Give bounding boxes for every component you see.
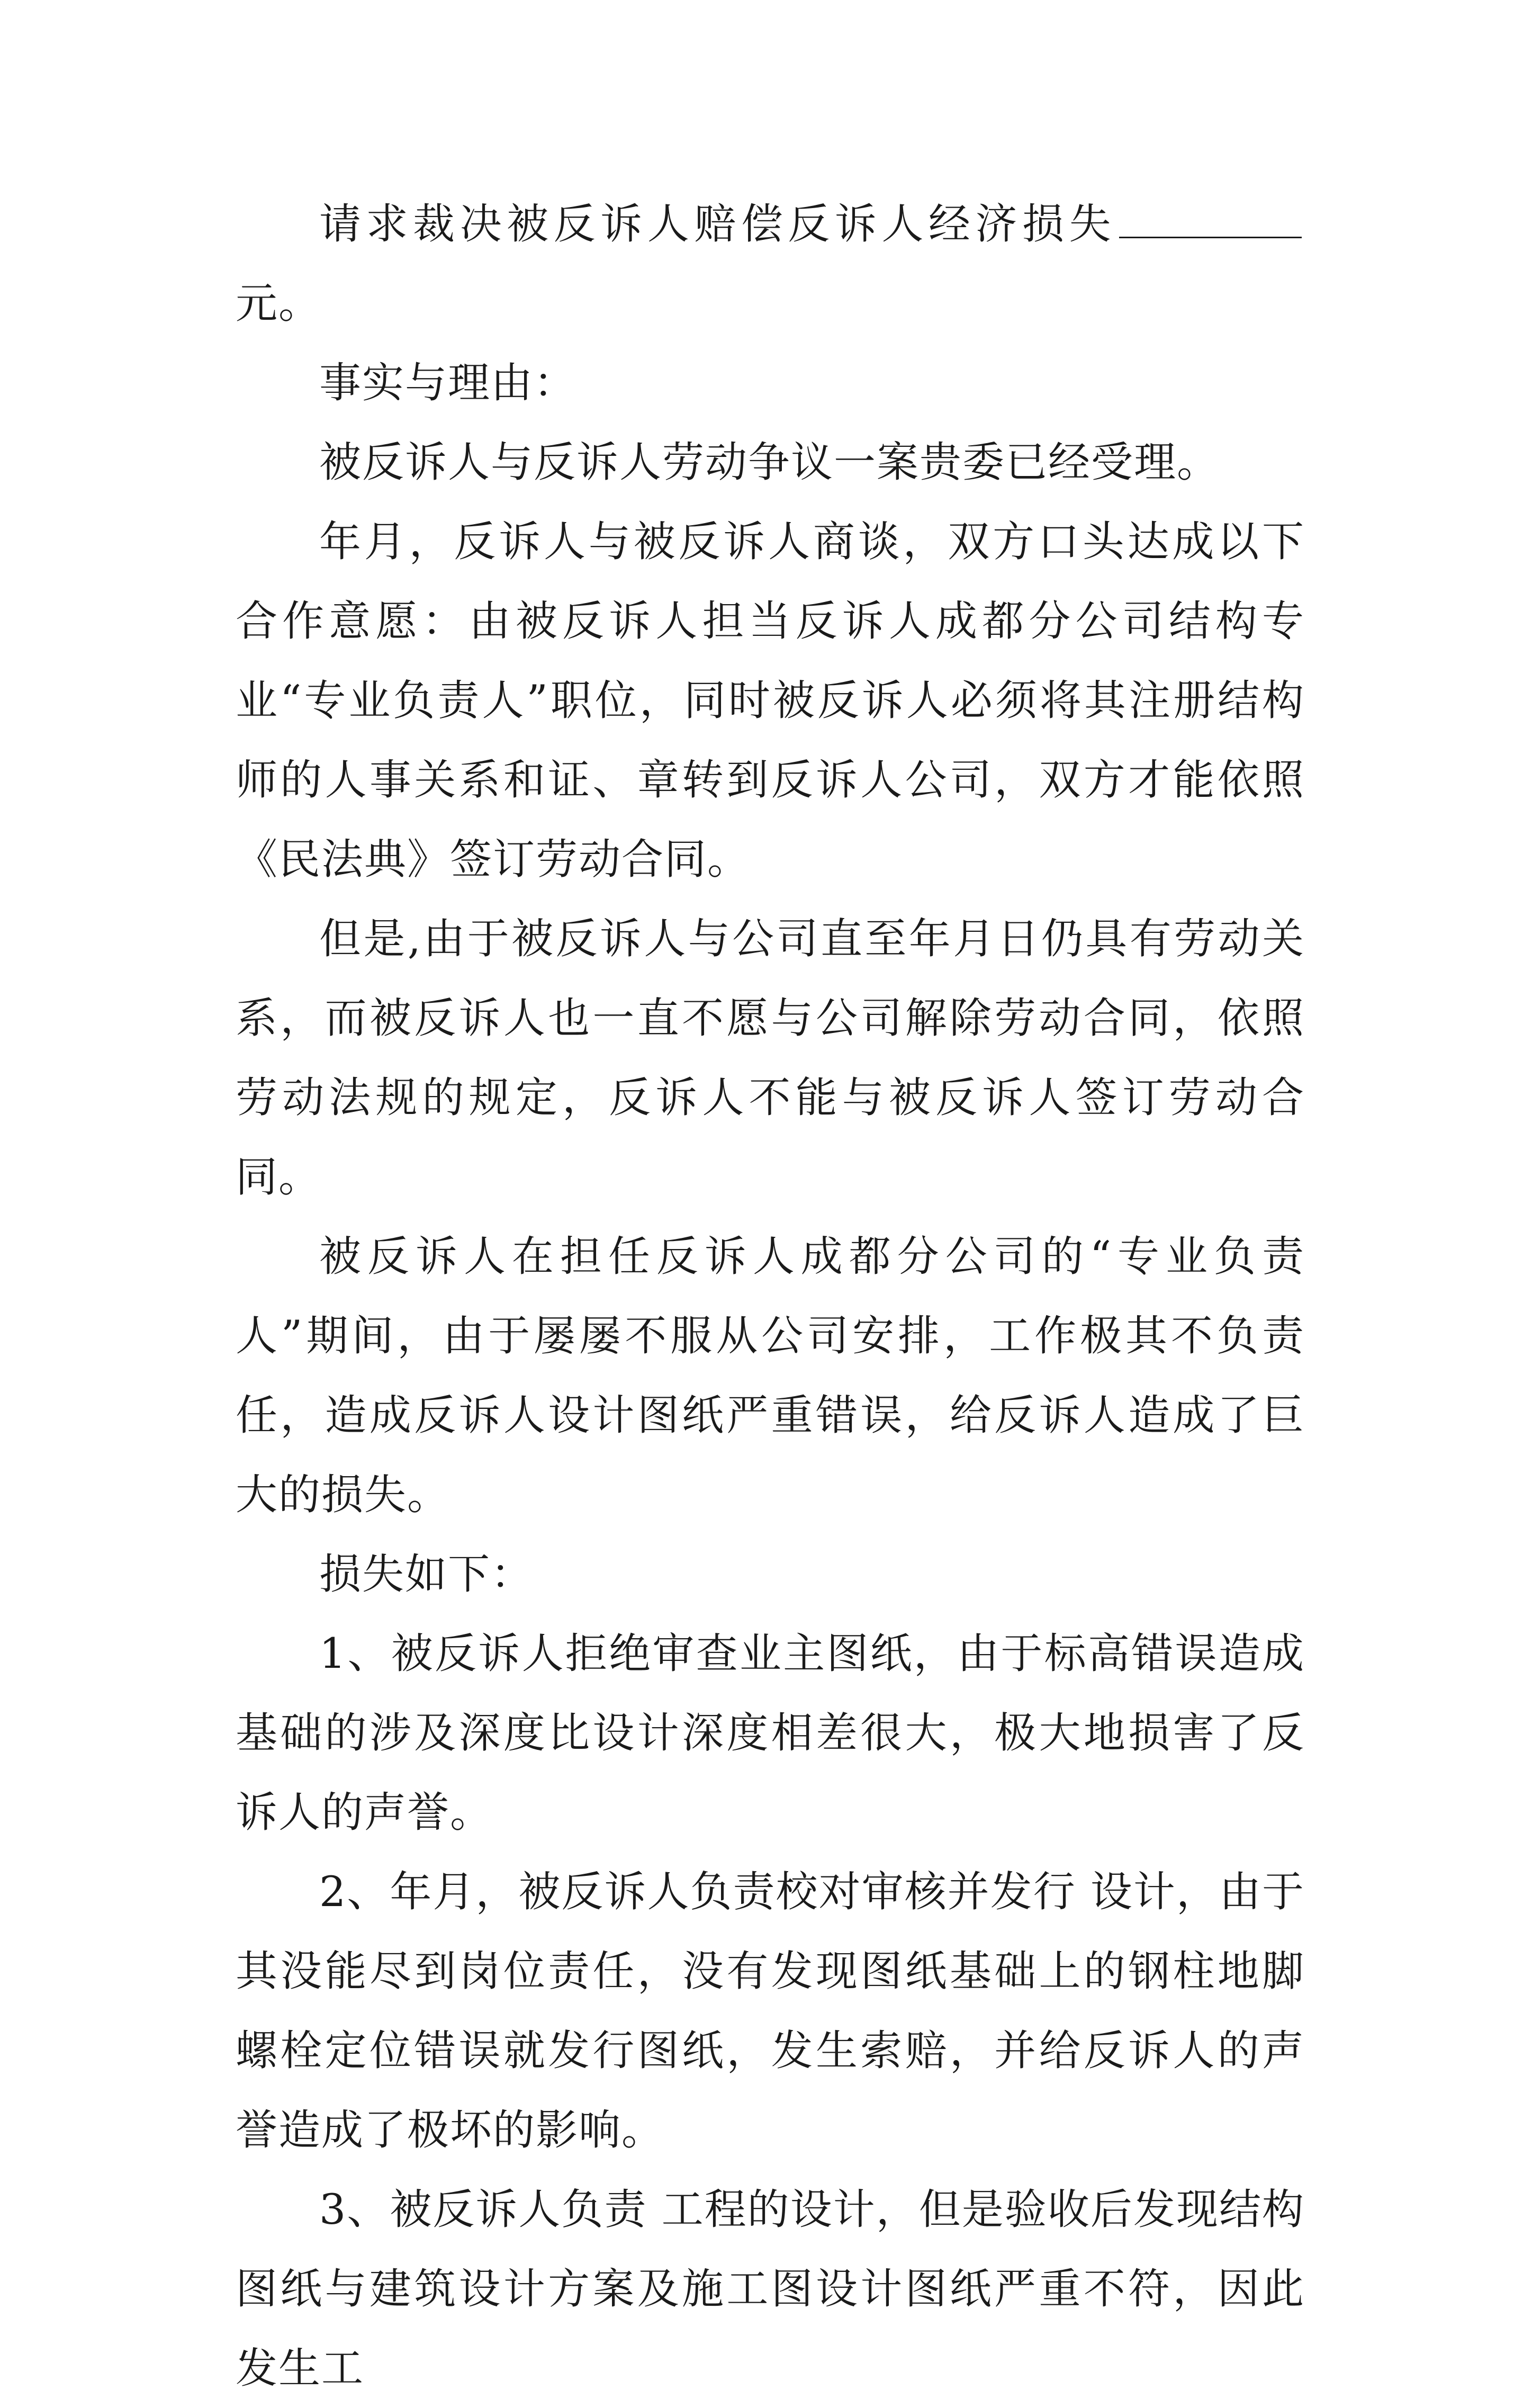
claim-paragraph [236,184,1305,343]
facts-heading: 事实与理由： [319,358,576,407]
paragraph-labor-relation: 但是,由于被反诉人与公司直至年月日仍具有劳动关系，而被反诉人也一直不愿与公司解除劳动合同，依照劳动法规的规定，反诉人不能与被反诉人签订劳动合同。 [236,914,1305,1201]
loss-item-1: 1、被反诉人拒绝审查业主图纸，由于标高错误造成基础的涉及深度比设计深度相差很大，极大地损害了反诉人的声誉。 [236,1629,1305,1837]
paragraph-case-accepted: 被反诉人与反诉人劳动争议一案贵委已经受理。 [319,438,1220,487]
losses-heading: 损失如下： [319,1550,534,1598]
paragraph-agreement: 年月，反诉人与被反诉人商谈，双方口头达成以下合作意愿：由被反诉人担当反诉人成都分公司结构专业“专业负责人”职位，同时被反诉人必须将其注册结构师的人事关系和证、章转到反诉人公司，双方才能依照《民法典》签订劳动合同。 [236,517,1305,884]
loss-item-3: 3、被反诉人负责 工程的设计，但是验收后发现结构图纸与建筑设计方案及施工图设计图纸严重不符，因此发生工 [236,2185,1305,2393]
amount-blank-field [1119,205,1302,238]
paragraph-responsibility: 被反诉人在担任反诉人成都分公司的“专业负责人”期间，由于屡屡不服从公司安排，工作极其不负责任，造成反诉人设计图纸严重错误，给反诉人造成了巨大的损失。 [236,1232,1305,1519]
claim-unit: 元。 [236,279,321,328]
loss-item-2: 2、年月，被反诉人负责校对审核并发行 设计，由于其没能尽到岗位责任，没有发现图纸基础上的钢柱地脚螺栓定位错误就发行图纸，发生索赔，并给反诉人的声誉造成了极坏的影响。 [236,1867,1305,2154]
claim-text: 请求裁决被反诉人赔偿反诉人经济损失 [319,200,1116,248]
document-body [236,184,1305,2408]
